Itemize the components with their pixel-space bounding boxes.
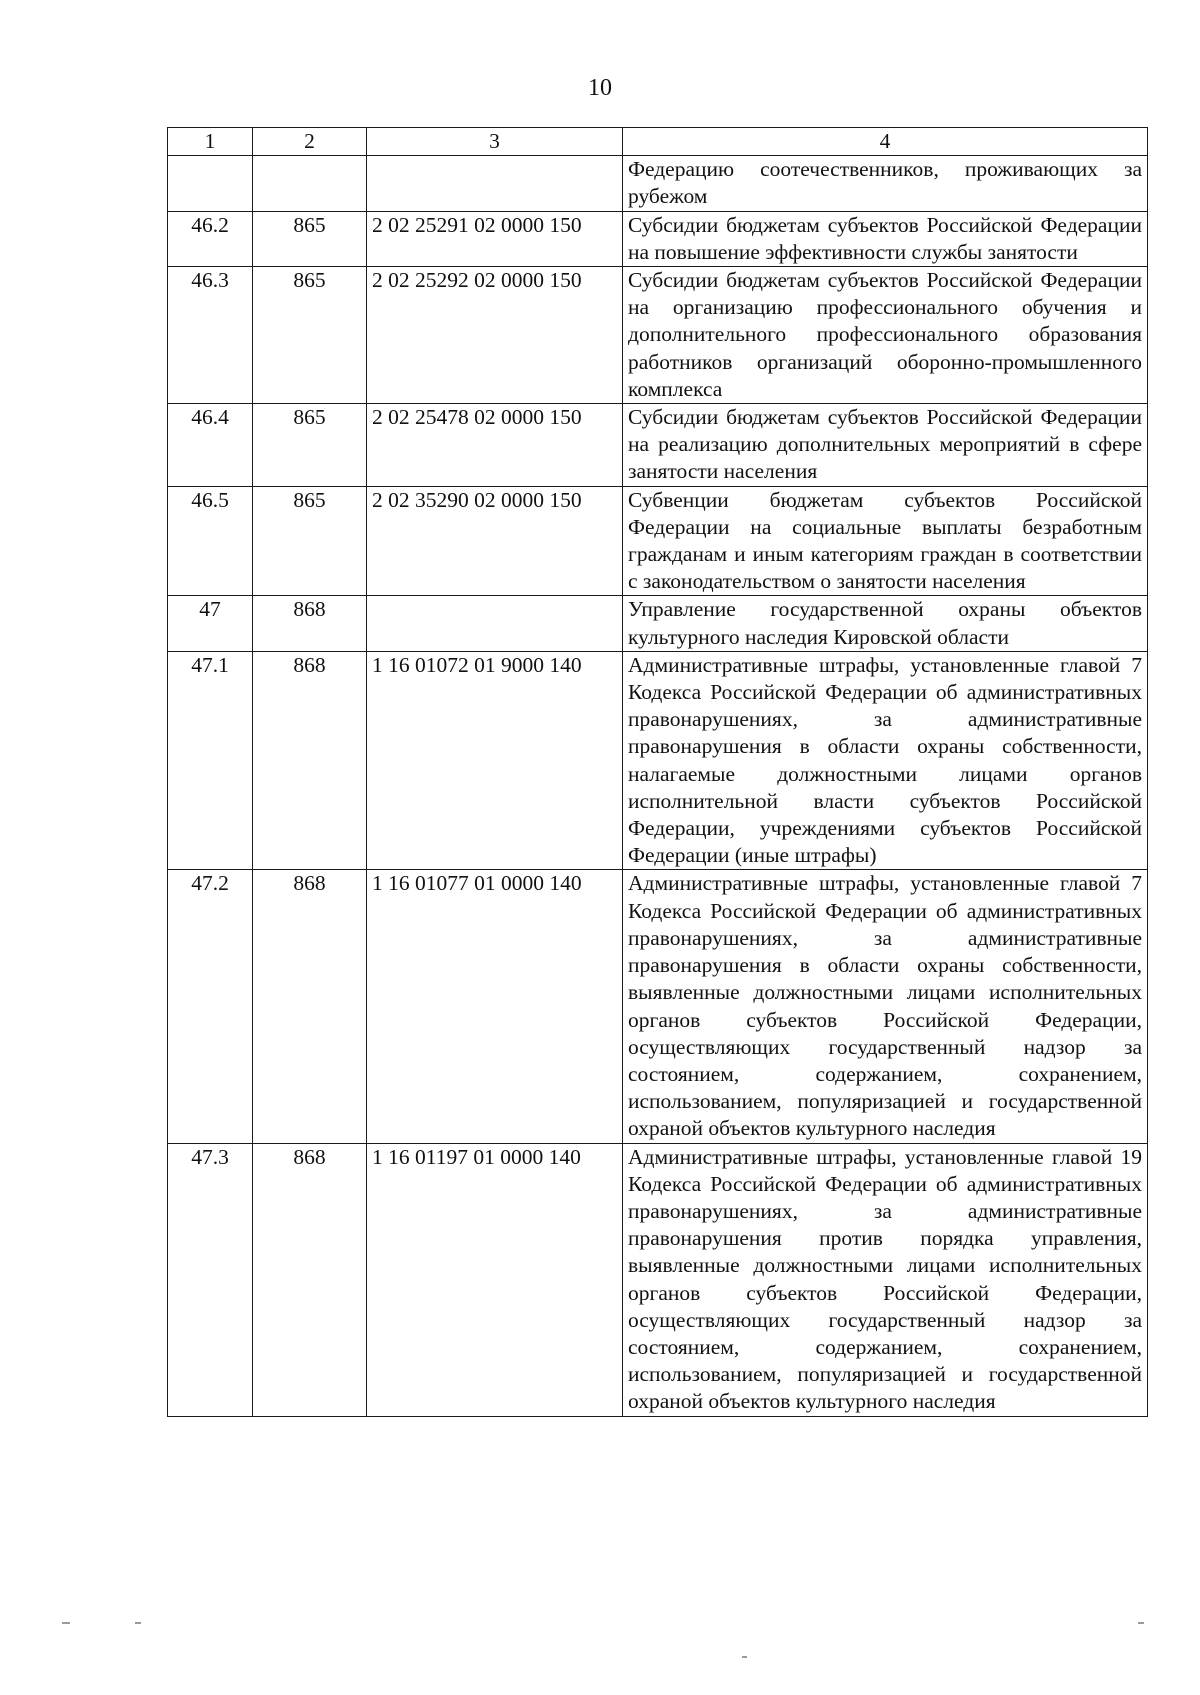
admin-code: 865	[253, 486, 367, 596]
budget-code: 1 16 01072 01 9000 140	[367, 651, 623, 870]
col-header-1: 1	[168, 128, 253, 156]
revenue-codes-table	[167, 127, 1148, 1417]
admin-code: 868	[253, 596, 367, 651]
table-row	[168, 404, 1148, 487]
col-header-3: 3	[367, 128, 623, 156]
description: Субвенции бюджетам субъектов Российской Федерации на социальные выплаты безработным гражданам и иным категориям граждан в соответствии с законодательством о занятости населения	[623, 486, 1148, 596]
page-number: 10	[588, 75, 612, 101]
description: Административные штрафы, установленные главой 7 Кодекса Российской Федерации об административных правонарушениях, за административные правонарушения в области охраны собственности, выявленные должностными лицами исполнительных органов субъектов Российской Федерации, осуществляющих государственный надзор за состоянием, содержанием, сохранением, использованием, популяризацией и государственной охраной объектов культурного наследия	[623, 870, 1148, 1143]
admin-code	[253, 156, 367, 211]
budget-code: 2 02 25292 02 0000 150	[367, 267, 623, 404]
row-number: 47.3	[168, 1143, 253, 1416]
table-row	[168, 486, 1148, 596]
budget-code: 2 02 35290 02 0000 150	[367, 486, 623, 596]
col-header-2: 2	[253, 128, 367, 156]
budget-code: 1 16 01197 01 0000 140	[367, 1143, 623, 1416]
admin-code: 868	[253, 870, 367, 1143]
row-number: 46.2	[168, 211, 253, 266]
row-number: 46.4	[168, 404, 253, 487]
row-number: 47	[168, 596, 253, 651]
table-row	[168, 651, 1148, 870]
admin-code: 868	[253, 651, 367, 870]
description: Субсидии бюджетам субъектов Российской Федерации на реализацию дополнительных мероприятий в сфере занятости населения	[623, 404, 1148, 487]
table-row	[168, 870, 1148, 1143]
table-row	[168, 596, 1148, 651]
budget-code: 2 02 25291 02 0000 150	[367, 211, 623, 266]
scan-mark	[742, 1656, 747, 1658]
admin-code: 865	[253, 404, 367, 487]
budget-code: 1 16 01077 01 0000 140	[367, 870, 623, 1143]
admin-code: 868	[253, 1143, 367, 1416]
description: Административные штрафы, установленные главой 7 Кодекса Российской Федерации об административных правонарушениях, за административные правонарушения в области охраны собственности, налагаемые должностными лицами органов исполнительной власти субъектов Российской Федерации, учреждениями субъектов Российской Федерации (иные штрафы)	[623, 651, 1148, 870]
row-number: 47.2	[168, 870, 253, 1143]
table-row	[168, 211, 1148, 266]
admin-code: 865	[253, 267, 367, 404]
row-number: 46.3	[168, 267, 253, 404]
table-row	[168, 156, 1148, 211]
budget-code	[367, 156, 623, 211]
description: Административные штрафы, установленные главой 19 Кодекса Российской Федерации об административных правонарушениях, за административные правонарушения против порядка управления, выявленные должностными лицами исполнительных органов субъектов Российской Федерации, осуществляющих государственный надзор за состоянием, содержанием, сохранением, использованием, популяризацией и государственной охраной объектов культурного наследия	[623, 1143, 1148, 1416]
row-number	[168, 156, 253, 211]
budget-code: 2 02 25478 02 0000 150	[367, 404, 623, 487]
table-row	[168, 1143, 1148, 1416]
scan-mark	[1138, 1622, 1144, 1624]
table-header-row	[168, 128, 1148, 156]
scan-mark	[62, 1622, 70, 1624]
description: Субсидии бюджетам субъектов Российской Федерации на организацию профессионального обучения и дополнительного профессионального образования работников организаций оборонно-промышленного комплекса	[623, 267, 1148, 404]
admin-code: 865	[253, 211, 367, 266]
col-header-4: 4	[623, 128, 1148, 156]
description: Управление государственной охраны объектов культурного наследия Кировской области	[623, 596, 1148, 651]
row-number: 47.1	[168, 651, 253, 870]
table-row	[168, 267, 1148, 404]
description: Субсидии бюджетам субъектов Российской Федерации на повышение эффективности службы занятости	[623, 211, 1148, 266]
description: Федерацию соотечественников, проживающих за рубежом	[623, 156, 1148, 211]
budget-code	[367, 596, 623, 651]
row-number: 46.5	[168, 486, 253, 596]
scan-mark	[135, 1622, 141, 1624]
